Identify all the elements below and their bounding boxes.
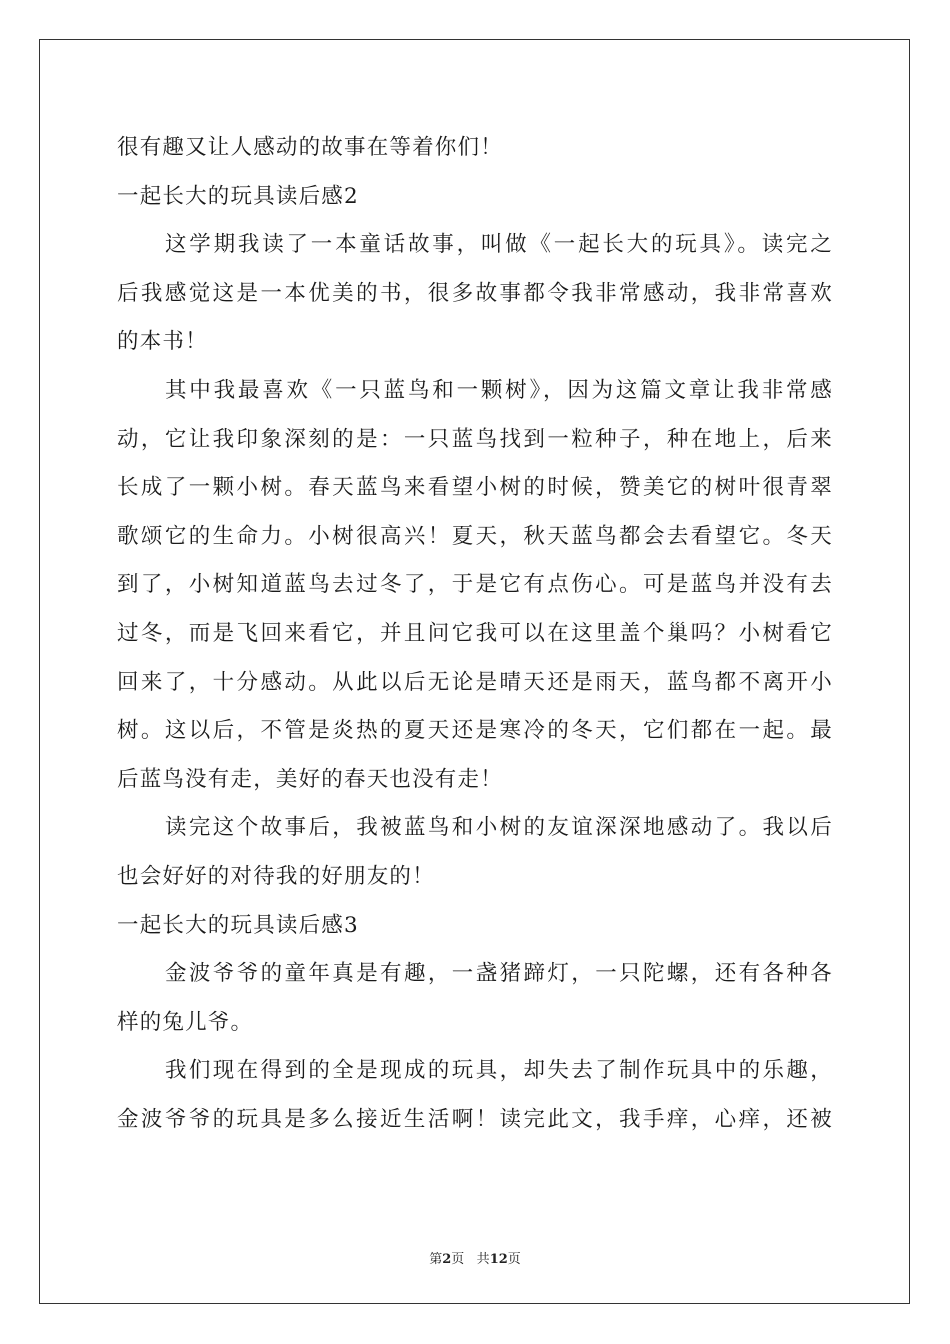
text-line: 也会好好的对待我的好朋友的！	[117, 863, 435, 889]
text-line: 后蓝鸟没有走，美好的春天也没有走！	[117, 766, 503, 792]
total-suffix: 页	[507, 1252, 521, 1267]
page-prefix: 第	[429, 1252, 443, 1267]
text-line: 金波爷爷的童年真是有趣，一盏猪蹄灯，一只陀螺，还有各种各	[165, 961, 833, 987]
text-line: 回来了，十分感动。从此以后无论是晴天还是雨天，蓝鸟都不离开小	[117, 669, 833, 695]
section-heading: 一起长大的玩具读后感3	[117, 912, 359, 938]
text-line: 过冬，而是飞回来看它，并且问它我可以在这里盖个巢吗？小树看它	[117, 620, 833, 646]
text-line: 其中我最喜欢《一只蓝鸟和一颗树》，因为这篇文章让我非常感	[165, 377, 833, 403]
text-line: 读完这个故事后，我被蓝鸟和小树的友谊深深地感动了。我以后	[165, 815, 833, 841]
total-prefix: 共	[476, 1252, 490, 1267]
text-line: 歌颂它的生命力。小树很高兴！夏天，秋天蓝鸟都会去看望它。冬天	[117, 523, 833, 549]
text-line: 树。这以后，不管是炎热的夏天还是寒冷的冬天，它们都在一起。最	[117, 718, 833, 744]
section-heading: 一起长大的玩具读后感2	[117, 183, 359, 209]
page-number: 2	[442, 1252, 452, 1267]
text-line: 我们现在得到的全是现成的玩具，却失去了制作玩具中的乐趣，	[165, 1058, 833, 1084]
page-footer	[0, 1248, 950, 1267]
text-line: 后我感觉这是一本优美的书，很多故事都令我非常感动，我非常喜欢	[117, 280, 833, 306]
text-line: 动，它让我印象深刻的是：一只蓝鸟找到一粒种子，种在地上，后来	[117, 426, 833, 452]
text-line: 金波爷爷的玩具是多么接近生活啊！读完此文，我手痒，心痒，还被	[117, 1106, 833, 1132]
text-line: 的本书！	[117, 329, 208, 355]
document-body	[117, 124, 833, 1144]
text-line: 很有趣又让人感动的故事在等着你们！	[117, 135, 503, 160]
text-line: 到了，小树知道蓝鸟去过冬了，于是它有点伤心。可是蓝鸟并没有去	[117, 572, 833, 598]
page-suffix: 页	[451, 1252, 465, 1267]
text-line: 样的兔儿爷。	[117, 1009, 254, 1035]
text-line: 长成了一颗小树。春天蓝鸟来看望小树的时候，赞美它的树叶很青翠	[117, 475, 833, 501]
total-pages: 12	[489, 1252, 508, 1267]
text-line: 这学期我读了一本童话故事，叫做《一起长大的玩具》。读完之	[165, 232, 833, 258]
